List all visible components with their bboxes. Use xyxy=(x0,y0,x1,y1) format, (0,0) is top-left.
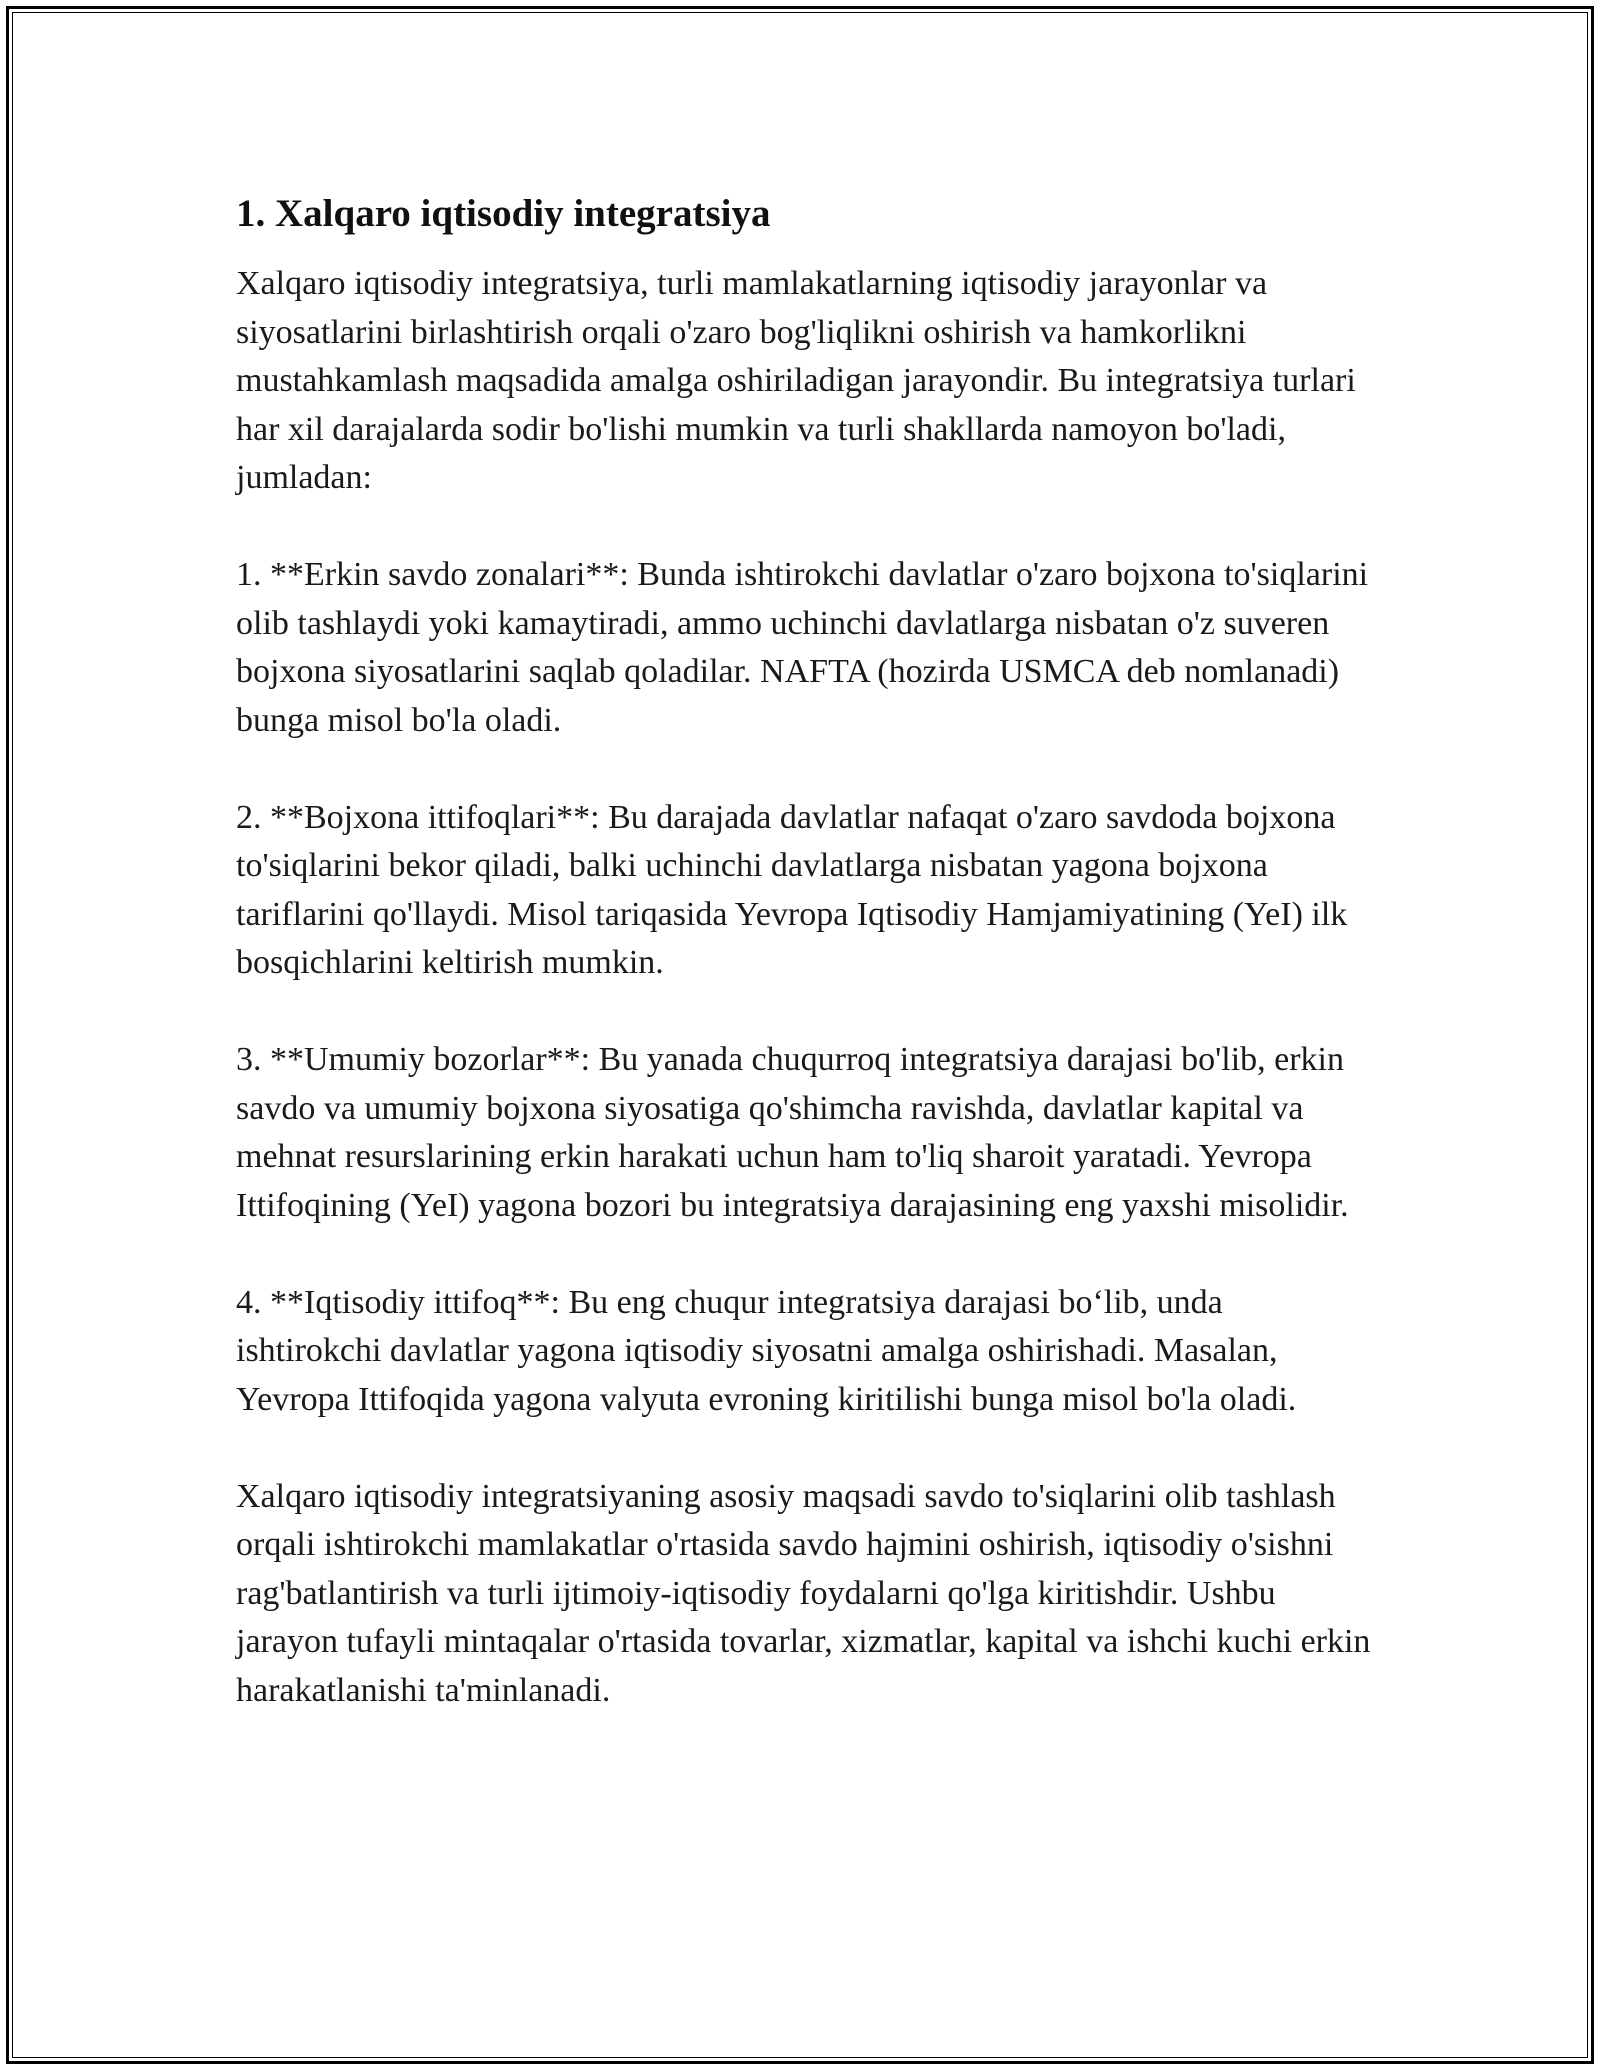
document-title: 1. Xalqaro iqtisodiy integratsiya xyxy=(236,192,771,235)
list-item-free-trade-zones: 1. **Erkin savdo zonalari**: Bunda ishtirokchi davlatlar o'zaro bojxona to'siqlarini olib tashlaydi yoki kamaytiradi, ammo uchinchi davlatlarga nisbatan o'z suveren bojxona siyosatlarini saqlab qoladilar. NAFTA (hozirda USMCA deb nomlanadi) bunga misol bo'la oladi. xyxy=(236,556,1369,739)
list-item-economic-union: 4. **Iqtisodiy ittifoq**: Bu eng chuqur integratsiya darajasi bo‘lib, unda ishtirokchi davlatlar yagona iqtisodiy siyosatni amalga oshirishadi. Masalan, Yevropa Ittifoqida yagona valyuta evroning kiritilishi bunga misol bo'la oladi. xyxy=(236,1283,1297,1418)
list-item-common-markets: 3. **Umumiy bozorlar**: Bu yanada chuqurroq integratsiya darajasi bo'lib, erkin savdo va umumiy bojxona siyosatiga qo'shimcha ravishda, davlatlar kapital va mehnat resurslarining erkin harakati uchun ham to'liq sharoit yaratadi. Yevropa Ittifoqining (YeI) yagona bozori bu integratsiya darajasining eng yaxshi misolidir. xyxy=(236,1041,1349,1224)
document-body xyxy=(236,188,1371,1764)
intro-paragraph: Xalqaro iqtisodiy integratsiya, turli mamlakatlarning iqtisodiy jarayonlar va siyosatlarini birlashtirish orqali o'zaro bog'liqlikni oshirish va hamkorlikni mustahkamlash maqsadida amalga oshiriladigan jarayondir. Bu integratsiya turlari har xil darajalarda sodir bo'lishi mumkin va turli shakllarda namoyon bo'ladi, jumladan: xyxy=(236,265,1356,496)
list-item-customs-unions: 2. **Bojxona ittifoqlari**: Bu darajada davlatlar nafaqat o'zaro savdoda bojxona to'siqlarini bekor qiladi, balki uchinchi davlatlarga nisbatan yagona bojxona tariflarini qo'llaydi. Misol tariqasida Yevropa Iqtisodiy Hamjamiyatining (YeI) ilk bosqichlarini keltirish mumkin. xyxy=(236,798,1348,981)
conclusion-paragraph: Xalqaro iqtisodiy integratsiyaning asosiy maqsadi savdo to'siqlarini olib tashlash orqali ishtirokchi mamlakatlar o'rtasida savdo hajmini oshirish, iqtisodiy o'sishni rag'batlantirish va turli ijtimoiy-iqtisodiy foydalarni qo'lga kiritishdir. Ushbu jarayon tufayli mintaqalar o'rtasida tovarlar, xizmatlar, kapital va ishchi kuchi erkin harakatlanishi ta'minlanadi. xyxy=(236,1477,1371,1709)
